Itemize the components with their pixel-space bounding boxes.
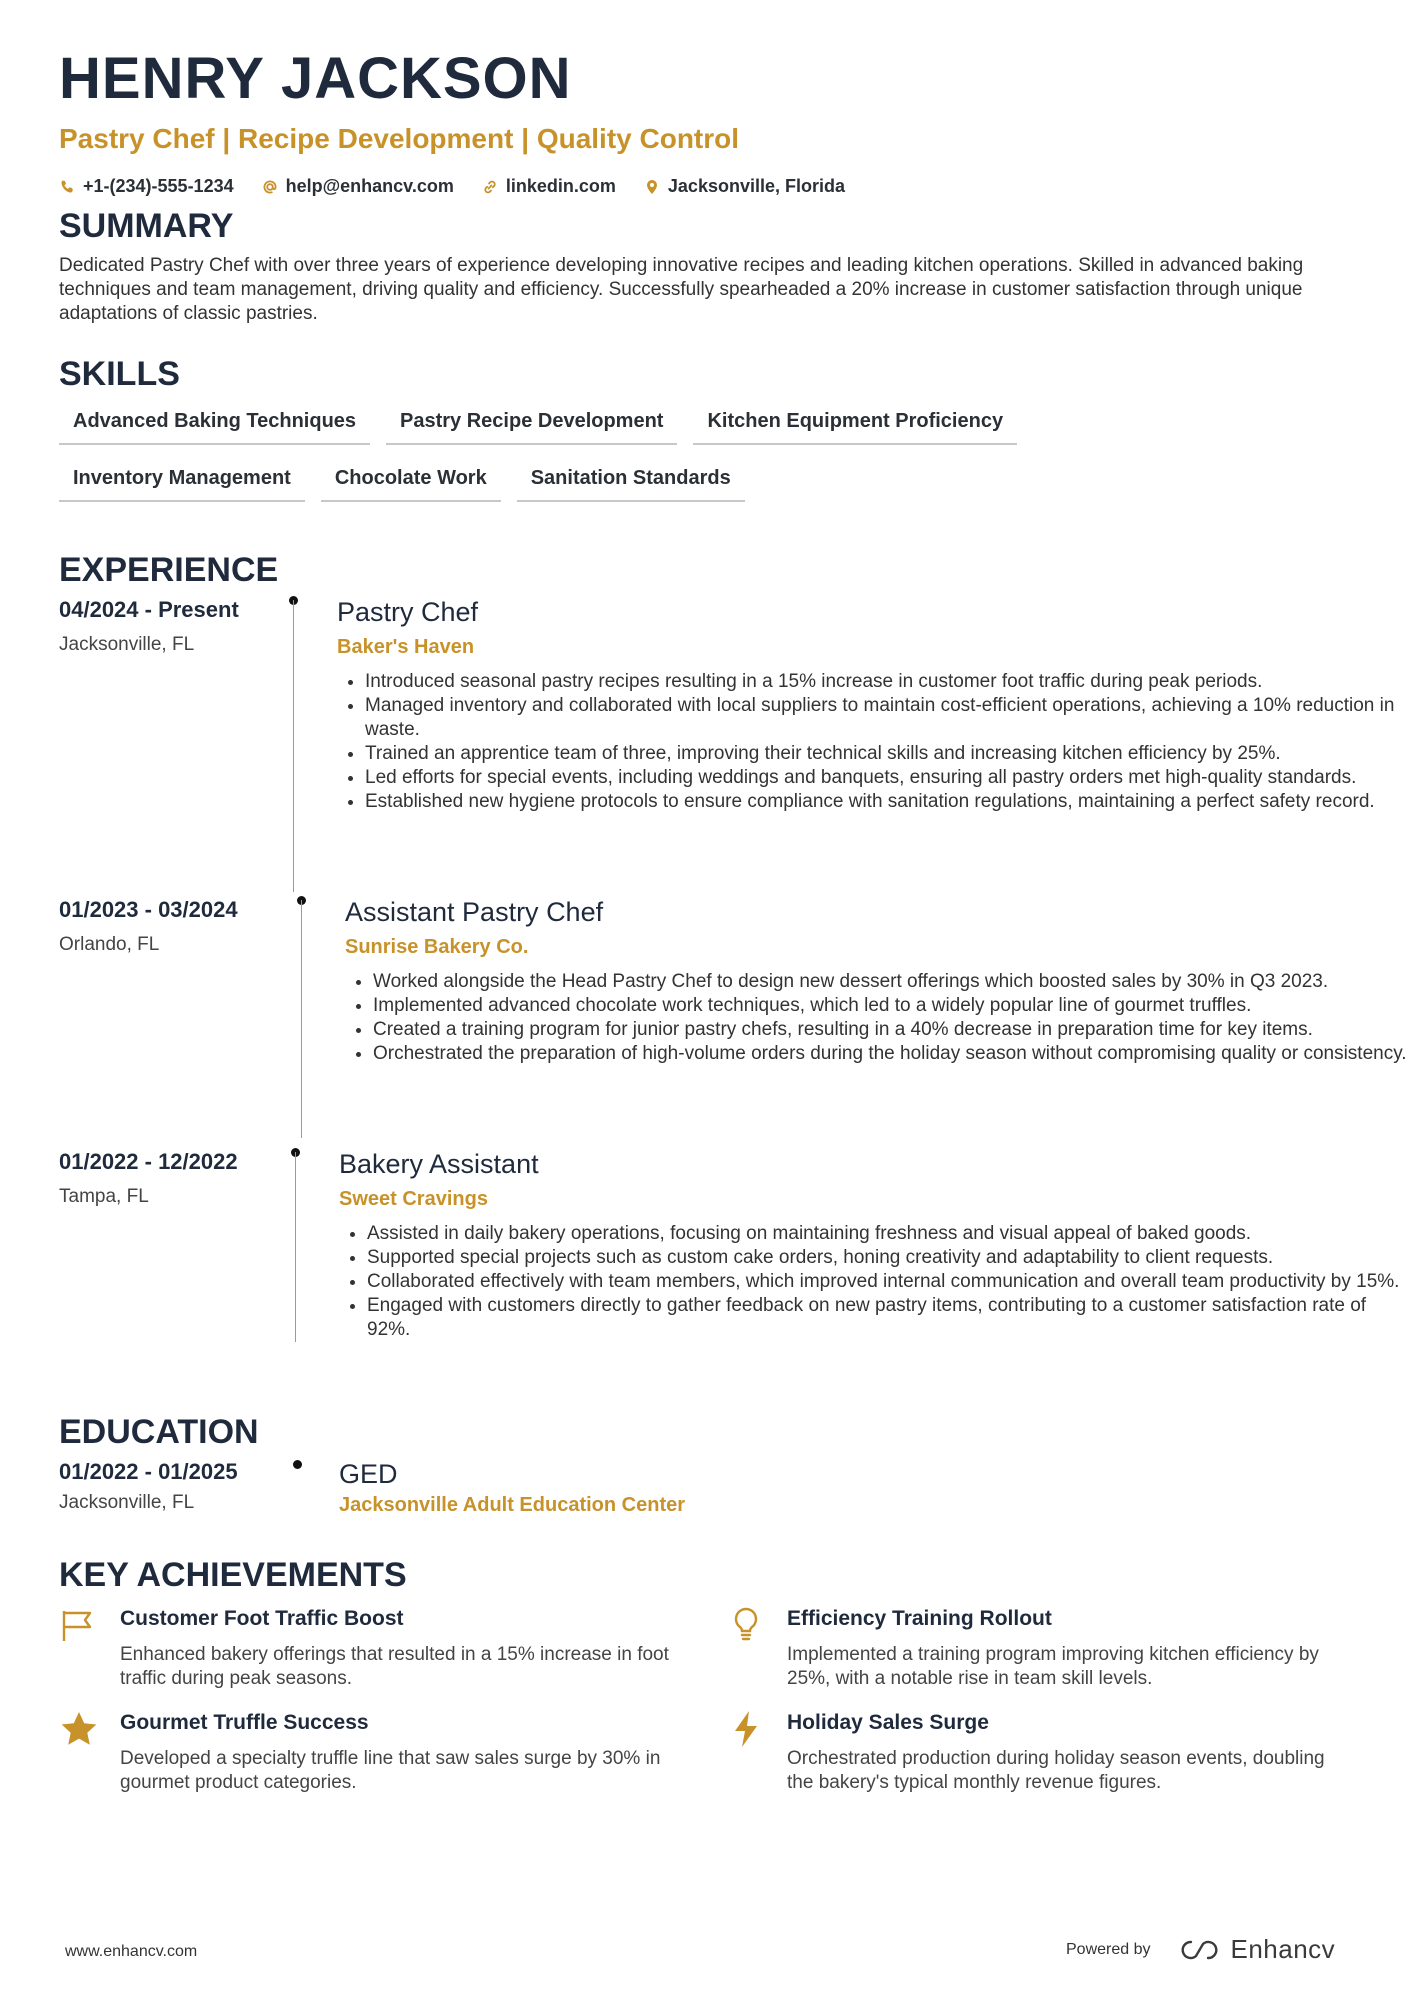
bullet-item: • Established new hygiene protocols to ensure compliance with sanitation regulations, maintaining a perfect safety record. bbox=[365, 790, 1410, 814]
bullet-item: • Created a training program for junior pastry chefs, resulting in a 40% decrease in preparation time for key items. bbox=[373, 1018, 1410, 1042]
candidate-name: HENRY JACKSON bbox=[59, 46, 572, 111]
experience-entry bbox=[59, 1148, 1400, 1388]
experience-meta bbox=[59, 596, 289, 656]
brand-name: Enhancv bbox=[1230, 1934, 1336, 1964]
contact-phone[interactable] bbox=[59, 176, 234, 197]
achievement-title: Efficiency Training Rollout bbox=[787, 1607, 1052, 1630]
timeline-line bbox=[301, 900, 302, 1138]
experience-details bbox=[345, 896, 1410, 1066]
company-name: Baker's Haven bbox=[337, 636, 475, 658]
education-heading: EDUCATION bbox=[59, 1413, 259, 1451]
skill-tag: Pastry Recipe Development bbox=[386, 404, 677, 445]
lightning-icon bbox=[726, 1709, 766, 1749]
contact-linkedin[interactable] bbox=[482, 176, 616, 197]
brand-logo[interactable] bbox=[1177, 1934, 1336, 1965]
flag-icon bbox=[59, 1605, 99, 1645]
contact-location bbox=[644, 176, 845, 197]
job-bullets bbox=[345, 970, 1410, 1066]
job-location: Jacksonville, FL bbox=[59, 634, 195, 655]
job-date: 01/2023 - 03/2024 bbox=[59, 897, 238, 922]
bullet-item: • Led efforts for special events, including weddings and banquets, ensuring all pastry orders met high-quality standards. bbox=[365, 766, 1410, 790]
bullet-item: • Orchestrated the preparation of high-volume orders during the holiday season without compromising quality or consistency. bbox=[373, 1042, 1410, 1066]
skill-tag: Advanced Baking Techniques bbox=[59, 404, 370, 445]
job-bullets bbox=[337, 670, 1410, 814]
achievement-title: Holiday Sales Surge bbox=[787, 1711, 989, 1734]
company-name: Sweet Cravings bbox=[339, 1188, 488, 1210]
timeline-line bbox=[295, 1152, 296, 1342]
resume-header bbox=[59, 44, 1349, 197]
footer-branding bbox=[1066, 1934, 1335, 1965]
experience-meta bbox=[59, 896, 289, 956]
skill-tag: Sanitation Standards bbox=[517, 461, 745, 502]
achievement-title: Customer Foot Traffic Boost bbox=[120, 1607, 404, 1630]
contact-bar bbox=[59, 176, 1349, 197]
achievement-desc: Enhanced bakery offerings that resulted in a 15% increase in foot traffic during peak seasons. bbox=[120, 1644, 669, 1689]
skills-list bbox=[59, 404, 1349, 518]
timeline-line bbox=[293, 600, 294, 892]
bullet-item: • Managed inventory and collaborated with local suppliers to maintain cost-efficient operations, achieving a 10% reduction in waste. bbox=[365, 694, 1410, 742]
education-date: 01/2022 - 01/2025 bbox=[59, 1459, 238, 1484]
contact-location-text: Jacksonville, Florida bbox=[667, 176, 845, 196]
education-entry bbox=[59, 1458, 1359, 1518]
job-title: Assistant Pastry Chef bbox=[345, 897, 604, 927]
experience-entry bbox=[59, 596, 1395, 886]
job-title: Bakery Assistant bbox=[339, 1149, 539, 1179]
bullet-item: • Engaged with customers directly to gather feedback on new pastry items, contributing to a customer satisfaction rate of 92%. bbox=[367, 1294, 1410, 1342]
company-name: Sunrise Bakery Co. bbox=[345, 936, 529, 958]
achievement-desc: Developed a specialty truffle line that saw sales surge by 30% in gourmet product categories. bbox=[120, 1748, 661, 1793]
skills-heading: SKILLS bbox=[59, 355, 180, 393]
skill-tag: Kitchen Equipment Proficiency bbox=[693, 404, 1017, 445]
achievement-title: Gourmet Truffle Success bbox=[120, 1711, 369, 1734]
job-location: Orlando, FL bbox=[59, 934, 160, 955]
link-icon bbox=[482, 179, 498, 195]
experience-entry bbox=[59, 896, 1407, 1136]
achievements-heading: KEY ACHIEVEMENTS bbox=[59, 1556, 407, 1594]
timeline-dot bbox=[293, 1460, 302, 1469]
experience-meta bbox=[59, 1148, 289, 1208]
location-pin-icon bbox=[644, 179, 660, 195]
lightbulb-icon bbox=[726, 1605, 766, 1645]
experience-heading: EXPERIENCE bbox=[59, 551, 279, 589]
achievement-desc: Implemented a training program improving kitchen efficiency by 25%, with a notable rise in team skill levels. bbox=[787, 1644, 1319, 1689]
bullet-item: • Trained an apprentice team of three, improving their technical skills and increasing kitchen efficiency by 25%. bbox=[365, 742, 1410, 766]
powered-by-label: Powered by bbox=[1066, 1940, 1151, 1958]
summary-heading: SUMMARY bbox=[59, 207, 234, 245]
education-location: Jacksonville, FL bbox=[59, 1492, 195, 1513]
at-icon bbox=[262, 179, 278, 195]
headline: Pastry Chef | Recipe Development | Quality Control bbox=[59, 123, 740, 154]
job-bullets bbox=[339, 1222, 1410, 1342]
experience-details bbox=[337, 596, 1410, 814]
skill-tag: Inventory Management bbox=[59, 461, 305, 502]
school-name: Jacksonville Adult Education Center bbox=[339, 1494, 686, 1516]
job-title: Pastry Chef bbox=[337, 597, 479, 627]
job-location: Tampa, FL bbox=[59, 1186, 149, 1207]
degree: GED bbox=[339, 1459, 398, 1489]
bullet-item: • Introduced seasonal pastry recipes resulting in a 15% increase in customer foot traffic during peak periods. bbox=[365, 670, 1410, 694]
star-icon bbox=[59, 1709, 99, 1749]
experience-details bbox=[339, 1148, 1410, 1342]
bullet-item: • Worked alongside the Head Pastry Chef to design new dessert offerings which boosted sales by 30% in Q3 2023. bbox=[373, 970, 1410, 994]
phone-icon bbox=[59, 179, 75, 195]
job-date: 01/2022 - 12/2022 bbox=[59, 1149, 238, 1174]
contact-email-text: help@enhancv.com bbox=[285, 176, 454, 196]
contact-linkedin-text: linkedin.com bbox=[505, 176, 616, 196]
contact-email[interactable] bbox=[262, 176, 454, 197]
bullet-item: • Assisted in daily bakery operations, focusing on maintaining freshness and visual appeal of baked goods. bbox=[367, 1222, 1410, 1246]
summary-text: Dedicated Pastry Chef with over three years of experience developing innovative recipes and leading kitchen operations. Skilled in advanced baking techniques and team management, driving quality and efficiency. Successfully spearheaded a 20% increase in customer satisfaction through unique adaptations of classic pastries. bbox=[59, 255, 1304, 324]
education-details bbox=[339, 1458, 1339, 1518]
education-meta bbox=[59, 1458, 289, 1514]
bullet-item: • Supported special projects such as custom cake orders, honing creativity and adaptability to client requests. bbox=[367, 1246, 1410, 1270]
achievement-desc: Orchestrated production during holiday season events, doubling the bakery's typical monthly revenue figures. bbox=[787, 1748, 1325, 1793]
footer-website[interactable]: www.enhancv.com bbox=[65, 1943, 198, 1960]
bullet-item: • Collaborated effectively with team members, which improved internal communication and overall team productivity by 15%. bbox=[367, 1270, 1410, 1294]
skill-tag: Chocolate Work bbox=[321, 461, 501, 502]
job-date: 04/2024 - Present bbox=[59, 597, 239, 622]
bullet-item: • Implemented advanced chocolate work techniques, which led to a widely popular line of gourmet truffles. bbox=[373, 994, 1410, 1018]
enhancv-logo-icon bbox=[1177, 1938, 1223, 1962]
contact-phone-text: +1-(234)-555-1234 bbox=[83, 176, 234, 196]
